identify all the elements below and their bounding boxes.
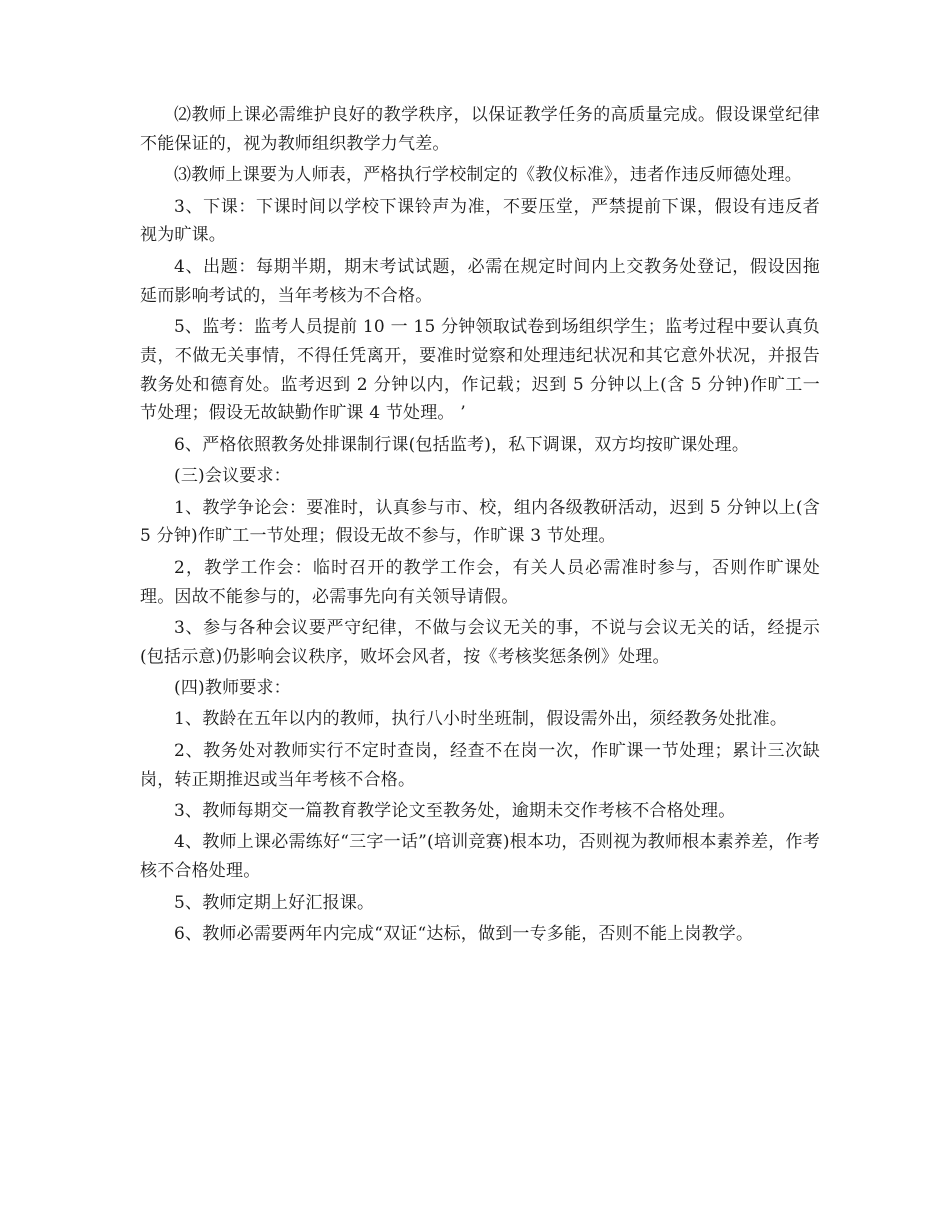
- paragraph-teaching-work-meeting: 2，教学工作会：临时召开的教学工作会，有关人员必需准时参与，否则作旷课处理。因故不能参与的，必需事先向有关领导请假。: [140, 557, 820, 607]
- paragraph-spot-checks: 2、教务处对教师实行不定时查岗，经查不在岗一次，作旷课一节处理；累计三次缺岗，转正期推迟或当年考核不合格。: [140, 740, 820, 790]
- paragraph-teaching-research-meeting: 1、教学争论会：要准时，认真参与市、校，组内各级教研活动，迟到 5 分钟以上(含 5 分钟)作旷工一节处理；假设无故不参与，作旷课 3 节处理。: [140, 497, 820, 547]
- paragraph-papers: 3、教师每期交一篇教育教学论文至教务处，逾期未交作考核不合格处理。: [174, 801, 736, 822]
- paragraph-2-class-order: ⑵教师上课必需维护良好的教学秩序，以保证教学任务的高质量完成。假设课堂纪律不能保证的，视为教师组织教学力气差。: [140, 105, 820, 154]
- paragraph-invigilation: 5、监考：监考人员提前 10 一 15 分钟领取试卷到场组织学生；监考过程中要认真负责，不做无关事情，不得任凭离开，要准时觉察和处理违纪状况和其它意外状况，并报告教务处和德育处。监考迟到 2 分钟以内，作记载；迟到 5 分钟以上(含 5 分钟)作旷工一节处理；假设无故缺勤作旷课 4 节处理。 ’: [140, 316, 820, 424]
- paragraph-3-teacher-conduct: ⑶教师上课要为人师表，严格执行学校制定的《教仪标准》，违者作违反师德处理。: [174, 165, 802, 186]
- paragraph-exam-questions: 4、出题：每期半期，期末考试试题，必需在规定时间内上交教务处登记，假设因拖延而影响考试的，当年考核为不合格。: [140, 256, 820, 306]
- paragraph-certification: 6、教师必需要两年内完成“双证“达标，做到一专多能，否则不能上岗教学。: [174, 924, 754, 945]
- paragraph-office-hours: 1、教龄在五年以内的教师，执行八小时坐班制，假设需外出，须经教务处批准。: [174, 709, 788, 730]
- paragraph-class-schedule: 6、严格依照教务处排课制行课(包括监考)，私下调课，双方均按旷课处理。: [174, 434, 750, 455]
- paragraph-meeting-discipline: 3、参与各种会议要严守纪律，不做与会议无关的事，不说与会议无关的话，经提示(包括示意)仍影响会议秩序，败坏会风者，按《考核奖惩条例》处理。: [140, 617, 820, 667]
- document-body: [140, 101, 820, 951]
- section-heading-teacher-requirements: (四)教师要求：: [174, 678, 291, 699]
- paragraph-report-lessons: 5、教师定期上好汇报课。: [174, 892, 375, 913]
- paragraph-end-of-class: 3、下课：下课时间以学校下课铃声为准，不要压堂，严禁提前下课，假设有违反者视为旷课。: [140, 196, 820, 246]
- section-heading-meetings: (三)会议要求：: [174, 466, 291, 487]
- paragraph-basic-skills: 4、教师上课必需练好“三字一话”(培训竞赛)根本功，否则视为教师根本素养差，作考核不合格处理。: [140, 832, 820, 882]
